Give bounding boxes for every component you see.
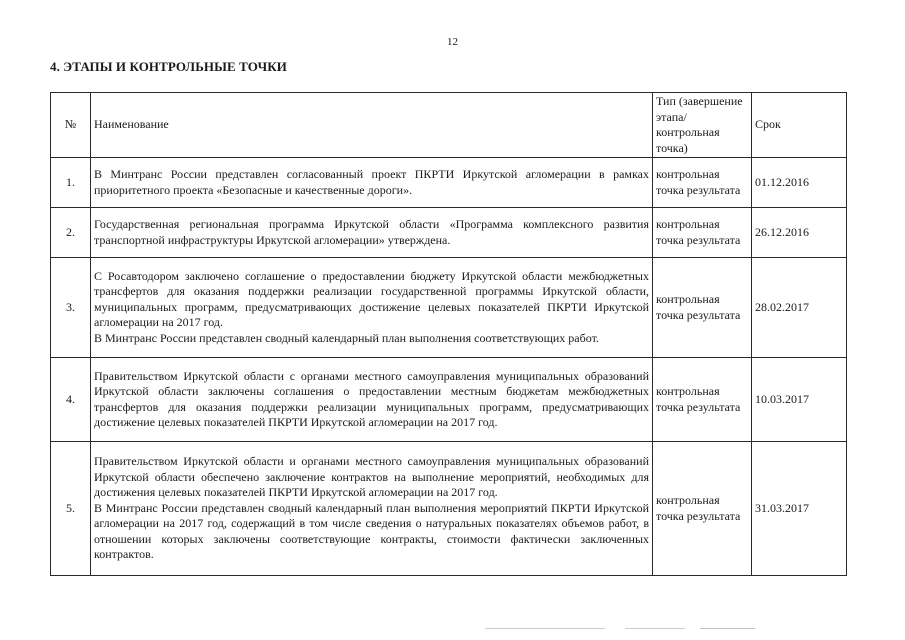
row-deadline: 01.12.2016: [752, 158, 847, 208]
scan-artifact-line: [485, 628, 605, 629]
scan-artifact-line: [700, 628, 755, 629]
row-deadline: 31.03.2017: [752, 442, 847, 576]
row-number: 1.: [51, 158, 91, 208]
row-type: контрольная точка результата: [653, 442, 752, 576]
table-row: [51, 158, 847, 208]
row-number: 2.: [51, 208, 91, 258]
row-name: [91, 442, 653, 576]
row-deadline: 28.02.2017: [752, 258, 847, 358]
table-row: [51, 208, 847, 258]
row-type: контрольная точка результата: [653, 258, 752, 358]
row-name-paragraph: С Росавтодором заключено соглашение о предоставлении бюджету Иркутской области межбюджетных трансфертов для оказания поддержки реализации государственной программы Иркутской области, муниципальных программ, предусматривающих достижение целевых показателей ПКРТИ Иркутской агломерации на 2017 год.: [94, 268, 649, 330]
header-deadline: Срок: [752, 93, 847, 158]
table-row: [51, 442, 847, 576]
row-name-paragraph: В Минтранс России представлен сводный календарный план выполнения соответствующих работ.: [94, 330, 599, 345]
section-title: 4. ЭТАПЫ И КОНТРОЛЬНЫЕ ТОЧКИ: [50, 59, 287, 74]
row-name-paragraph: В Минтранс России представлен сводный календарный план выполнения мероприятий ПКРТИ Иркутской агломерации на 2017 год, содержащий в том числе сведения о натуральных показателях объемов работ, в отношении которых заключены соответствующие контракты, стоимости фактически заключенных контрактов.: [94, 500, 649, 562]
row-name: [91, 358, 653, 442]
row-name: [91, 208, 653, 258]
row-number: 4.: [51, 358, 91, 442]
header-name: Наименование: [91, 93, 653, 158]
row-name-paragraph: Правительством Иркутской области с органами местного самоуправления муниципальных образований Иркутской области заключены соглашения о предоставлении местным бюджетам межбюджетных трансфертов для оказания поддержки реализации муниципальных программ, предусматривающих достижение целевых показателей ПКРТИ Иркутской агломерации на 2017 год.: [94, 368, 649, 429]
table-row: [51, 258, 847, 358]
row-name: [91, 158, 653, 208]
row-number: 3.: [51, 258, 91, 358]
stages-table: [50, 92, 847, 576]
row-type: контрольная точка результата: [653, 358, 752, 442]
row-name: [91, 258, 653, 358]
row-number: 5.: [51, 442, 91, 576]
row-deadline: 26.12.2016: [752, 208, 847, 258]
header-number: №: [51, 93, 91, 158]
row-name-paragraph: Государственная региональная программа Иркутской области «Программа комплексного развития транспортной инфраструктуры Иркутской агломерации» утверждена.: [94, 217, 649, 247]
page-number: 12: [447, 36, 458, 48]
table-header-row: [51, 93, 847, 158]
row-name-paragraph: В Минтранс России представлен согласованный проект ПКРТИ Иркутской агломерации в рамках приоритетного проекта «Безопасные и качественные дороги».: [94, 167, 649, 197]
row-type: контрольная точка результата: [653, 158, 752, 208]
row-name-paragraph: Правительством Иркутской области и органами местного самоуправления муниципальных образований Иркутской области обеспечено заключение контрактов на выполнение мероприятий, необходимых для достижения целевых показателей ПКРТИ Иркутской агломерации на 2017 год.: [94, 454, 649, 500]
row-type: контрольная точка результата: [653, 208, 752, 258]
table-row: [51, 358, 847, 442]
scan-artifact-line: [625, 628, 685, 629]
header-type: Тип (завершение этапа/контрольная точка): [653, 93, 752, 158]
row-deadline: 10.03.2017: [752, 358, 847, 442]
